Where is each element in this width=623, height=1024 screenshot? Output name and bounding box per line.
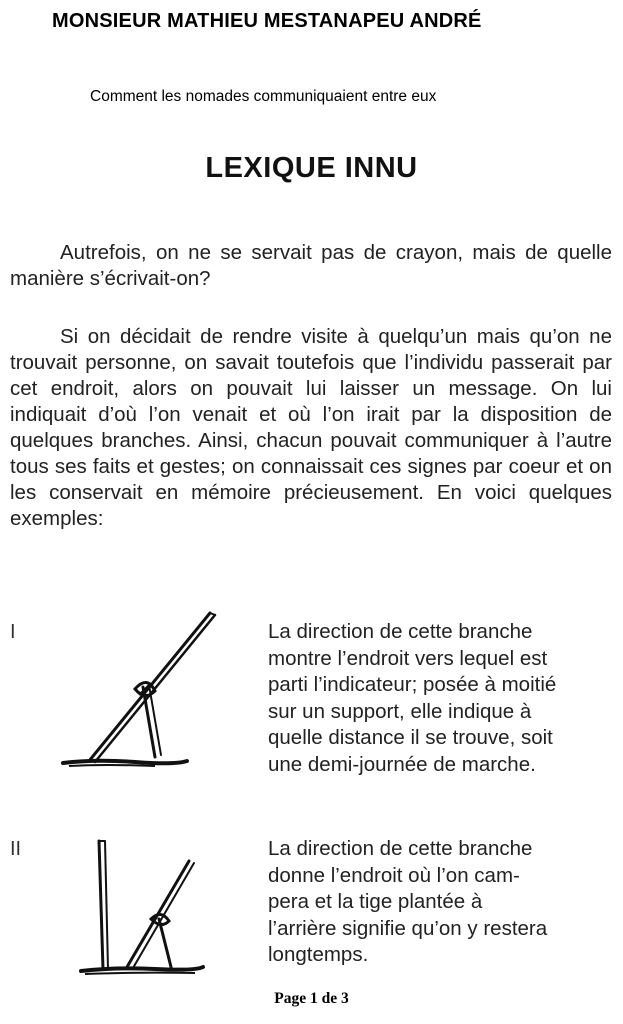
example-description-2 (268, 836, 618, 969)
description-line: une demi-journée de marche. (268, 752, 536, 776)
description-line: pera et la tige plantée à (268, 890, 483, 913)
body-paragraph: Si on décidait de rendre visite à quelqu’un mais qu’on ne trouvait personne, on savait toutefois que l’individu passerait par cet endroit, alors on pouvait lui laisser un message. On lui indiquait d’où l’on venait et où l’on irait par la disposition de quelques branches. Ainsi, chacun pouvait communiquer à l’autre tous ses faits et gestes; on connaissait ces signes par coeur et on les conservait en mémoire précieusement. En voici quelques exemples: (10, 325, 612, 530)
description-line: quelle distance il se trouve, soit (268, 726, 553, 749)
example-numeral-1: I (10, 621, 16, 643)
example-description-1 (268, 619, 618, 778)
description-line: longtemps. (268, 943, 369, 966)
description-line: sur un support, elle indique à (268, 699, 532, 723)
description-line: La direction de cette branche (268, 620, 533, 643)
intro-paragraph: Autrefois, on ne se servait pas de crayon, mais de quelle manière s’écrivait-on? (10, 241, 612, 290)
page-number: Page 1 de 3 (274, 990, 349, 1007)
document-subtitle: Comment les nomades communiquaient entre eux (90, 88, 437, 105)
description-line: parti l’indicateur; posée à moitié (268, 673, 557, 696)
description-line: montre l’endroit vers lequel est (268, 646, 548, 670)
example-numeral-2: II (10, 838, 22, 860)
description-line: La direction de cette branche (268, 837, 533, 860)
author-name: MONSIEUR MATHIEU MESTANAPEU ANDRÉ (52, 10, 482, 32)
branch-sign-illustration-1 (55, 605, 225, 775)
branch-sign-illustration-2 (75, 835, 215, 985)
description-line: l’arrière signifie qu’on y restera (268, 916, 548, 940)
document-title: LEXIQUE INNU (205, 152, 418, 184)
description-line: donne l’endroit où l’on cam- (268, 863, 520, 887)
